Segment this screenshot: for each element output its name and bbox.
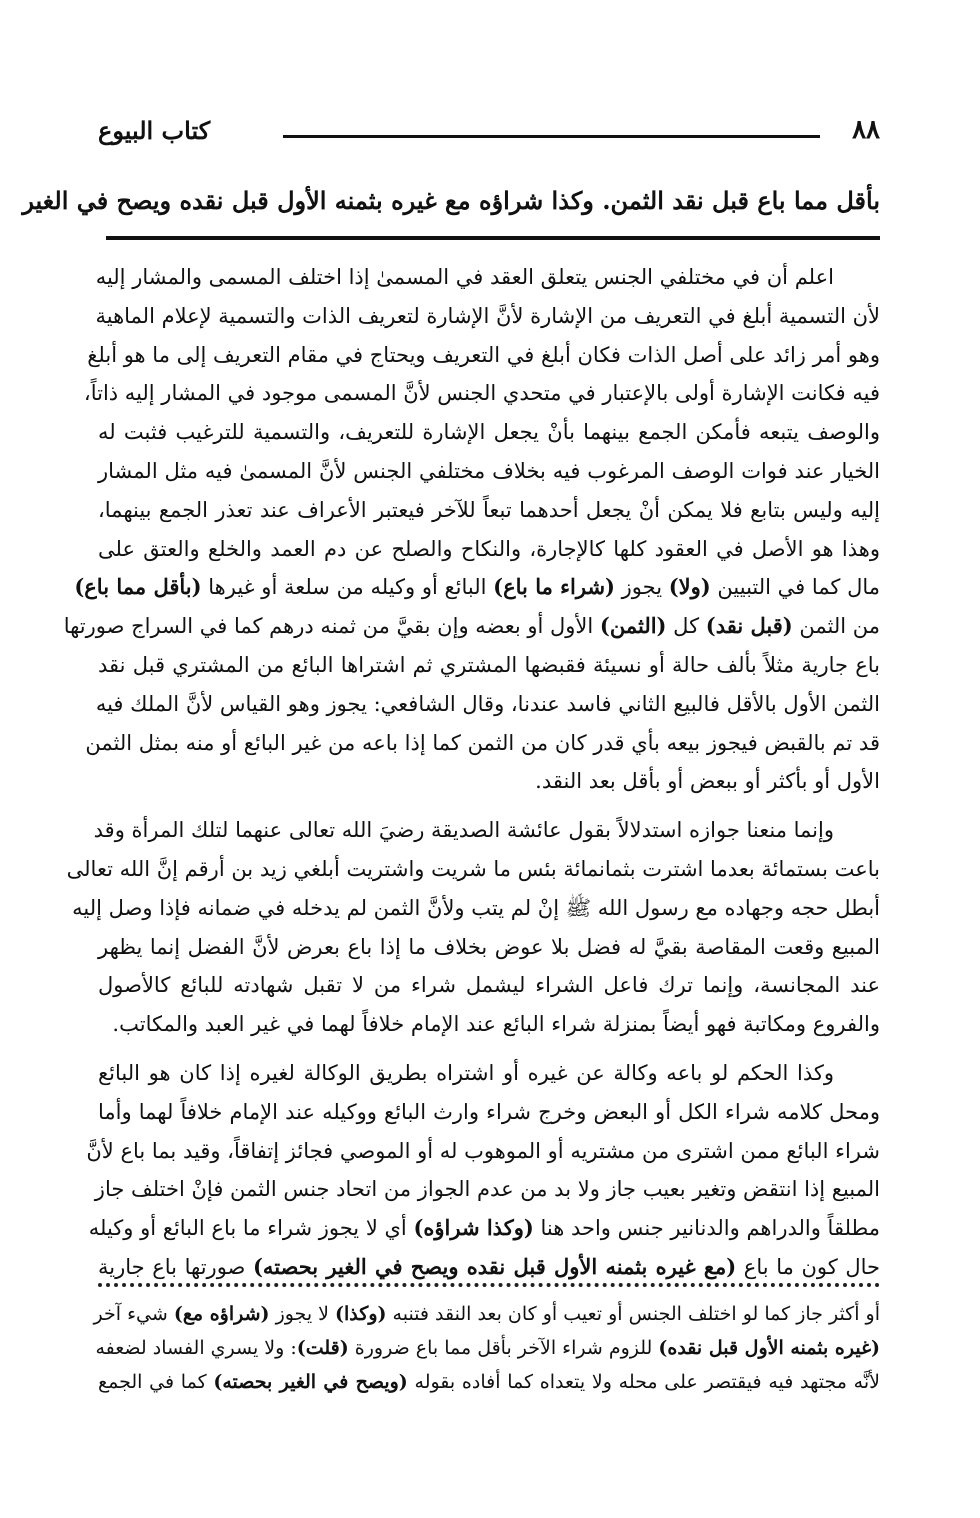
text-line [63,607,880,646]
text-line [87,336,880,375]
text-run: الأول أو بأكثر أو ببعض أو بأقل بعد النقد. [535,769,880,794]
text-line [98,1054,880,1093]
bold-matn-quote: (شراؤه مع) [173,1303,270,1325]
text-run: لأن التسمية أبلغ في التعريف من الإشارة لأنَّ الإشارة لتعريف الذات والتسمية لإعلام الماهية [95,303,880,328]
text-run: لأنَّه مجتهد فيه فيقتصر على محله ولا يتعداه كما أفاده بقوله [407,1371,880,1393]
text-run: ومحل كلامه شراء الكل أو البعض وخرج شراء وارث البائع ووكيله عند الإمام خلافاً لهما وأما [98,1099,880,1124]
text-run: للزوم شراء الآخر بأقل مما باع ضرورة [348,1337,659,1359]
bold-matn-quote: (شراء ما باع) [493,574,615,600]
text-line [98,928,880,967]
header-rule [283,135,820,138]
bold-matn-quote: (ويصح في الغير بحصته) [213,1371,408,1393]
footnote-separator [98,1283,880,1287]
text-line [95,685,880,724]
footnotes [93,1297,880,1399]
footnote-line [95,1331,880,1365]
text-run: أي لا يجوز شراء ما باع البائع أو وكيله [88,1216,414,1241]
text-run: مال كما في التبيين [710,575,880,600]
text-line [74,568,880,607]
text-run: : ولا يسري الفساد لضعفه [95,1337,297,1359]
footnote-line [93,1297,880,1331]
text-line [98,966,880,1005]
text-run: إليه وليس بتابع فلا يمكن أنْ يجعل أحدهما تبعاً للآخر فيعتبر الأعراف عند تعذر الجمع بينهما، [98,497,880,522]
bold-matn-quote: (وكذا شراؤه) [413,1215,534,1241]
text-line [94,1170,880,1209]
text-line [95,258,880,297]
text-line [98,762,880,801]
text-line [95,297,880,336]
text-run: كما في الجمع [98,1371,214,1393]
text-run: فيه فكانت الإشارة أولى بالإعتبار في متحدي الجنس لأنَّ المسمى موجود في المشار إليه ذاتاً، [83,381,880,406]
text-run: وإنما منعنا جوازه استدلالاً بقول عائشة الصديقة رضيَ الله تعالى عنهما لتلك المرأة وقد [93,818,834,843]
text-run: والوصف يتبعه فأمكن الجمع بينهما بأنْ يجعل الإشارة للتعريف، والتسمية للترغيب فثبت له [98,420,880,445]
text-line [98,491,880,530]
text-line [98,1005,880,1044]
text-run: من الثمن [792,614,880,639]
text-run: مطلقاً والدراهم والدنانير جنس واحد هنا [533,1216,880,1241]
bold-matn-quote: (قلت) [296,1337,349,1359]
bold-matn-quote: (غيره بثمنه الأول قبل نقده) [658,1337,880,1359]
text-line [93,811,880,850]
text-run: شيء آخر [93,1303,174,1325]
text-line [85,724,880,763]
text-run: أبطل حجه وجهاده مع رسول الله ﷺ إنْ لم يتب ولأنَّ الثمن لم يدخله في ضمانه فإذا وصل إليه [72,895,880,920]
text-run: المبيع إذا انتقض وتغير بعيب جاز ولا بد من عدم الجواز من اتحاد جنس الثمن فإنْ اختلف جاز [94,1177,880,1202]
running-header [98,112,880,152]
text-run: اعلم أن في مختلفي الجنس يتعلق العقد في المسمىٰ إذا اختلف المسمى والمشار إليه [95,265,834,289]
commentary-paragraph [66,811,880,1044]
bold-matn-quote: (وكذا) [335,1303,387,1325]
text-line [83,374,880,413]
text-run: أو أكثر جاز كما لو اختلف الجنس أو تعيب أو كان بعد النقد فتنبه [386,1303,880,1325]
text-run: الأول أو بعضه وإن بقيَّ من ثمنه درهم كما في السراج صورتها [63,614,600,639]
text-line [72,889,880,928]
text-run: وكذا الحكم لو باعه وكالة عن غيره أو اشتراه بطريق الوكالة لغيره إذا كان هو البائع [98,1060,834,1085]
text-run: البائع أو وكيله من سلعة أو غيرها [201,575,494,600]
bold-matn-quote: (ولا) [668,574,711,600]
text-line [98,530,880,569]
text-run: باعت بستمائة بعدما اشترت بثمانمائة بئس ما شريت واشتريت أبلغي زيد بن أرقم إنَّ الله تعالى [66,856,880,881]
bold-matn-quote: (قبل نقد) [705,613,793,639]
footnote-line [98,1365,880,1399]
text-line [98,413,880,452]
text-run: الخيار عند فوات الوصف المرغوب فيه بخلاف مختلفي الجنس لأنَّ المسمىٰ فيه مثل المشار [98,458,880,483]
text-run: صورتها باع جارية [98,1254,253,1279]
text-line [98,1248,880,1287]
matn-text: بأقل مما باع قبل نقد الثمن. وكذا شراؤه مع غيره بثمنه الأول قبل نقده ويصح في الغير [22,186,880,215]
bold-matn-quote: (الثمن) [599,613,667,639]
text-line [66,850,880,889]
text-line [98,1093,880,1132]
text-run: وهو أمر زائد على أصل الذات فكان أبلغ في التعريف ويحتاج في مقام التعريف إلى ما هو أبلغ [87,342,880,367]
page-number: ٨٨ [852,115,880,145]
text-run: يجوز [614,575,669,600]
bold-matn-quote: (مع غيره بثمنه الأول قبل نقده ويصح في الغير بحصته) [253,1253,737,1279]
text-run: الثمن الأول بالأقل فالبيع الثاني فاسد عندنا، وقال الشافعي: يجوز وهو القياس لأنَّ الملك فيه [95,691,880,716]
text-run: قد تم بالقبض فيجوز بيعه بأي قدر كان من الثمن كما إذا باعه من غير البائع أو منه بمثل الثمن [85,730,880,755]
text-run: باع جارية مثلاً بألف حالة أو نسيئة فقبضها المشتري ثم اشتراها البائع من المشتري قبل نقد [98,652,880,677]
text-line [86,1132,880,1171]
text-run: عند المجانسة، وإنما ترك فاعل الشراء ليشمل شراء من لا تقبل شهادته للبائع كالأصول [98,973,880,998]
text-line [88,1209,880,1248]
text-run: كل [666,614,706,639]
commentary-paragraph [63,258,880,801]
text-run: لا يجوز [269,1303,336,1325]
matn-separator-rule [106,236,880,240]
text-line [98,452,880,491]
bold-matn-quote: (بأقل مما باع) [74,574,202,600]
commentary-paragraph [86,1054,880,1287]
commentary-body [63,258,880,1297]
book-title: كتاب البيوع [98,116,211,145]
text-run: والفروع ومكاتبة فهو أيضاً بمنزلة شراء البائع عند الإمام خلافاً لهما في غير العبد والمكاتب. [112,1012,880,1037]
text-run: وهذا هو الأصل في العقود كلها كالإجارة، والنكاح والصلح عن دم العمد والخلع والعتق على [98,536,880,561]
text-run: المبيع وقعت المقاصة بقيَّ له فضل بلا عوض بخلاف ما إذا باع بعرض لأنَّ الفضل إنما يظهر [98,934,880,959]
text-run: حال كون ما باع [736,1254,880,1279]
text-run: شراء البائع ممن اشترى من مشتريه أو الموهوب له أو الموصي فجائز إتفاقاً، وقيد بما باع لأنَّ [86,1138,880,1163]
text-line [98,646,880,685]
